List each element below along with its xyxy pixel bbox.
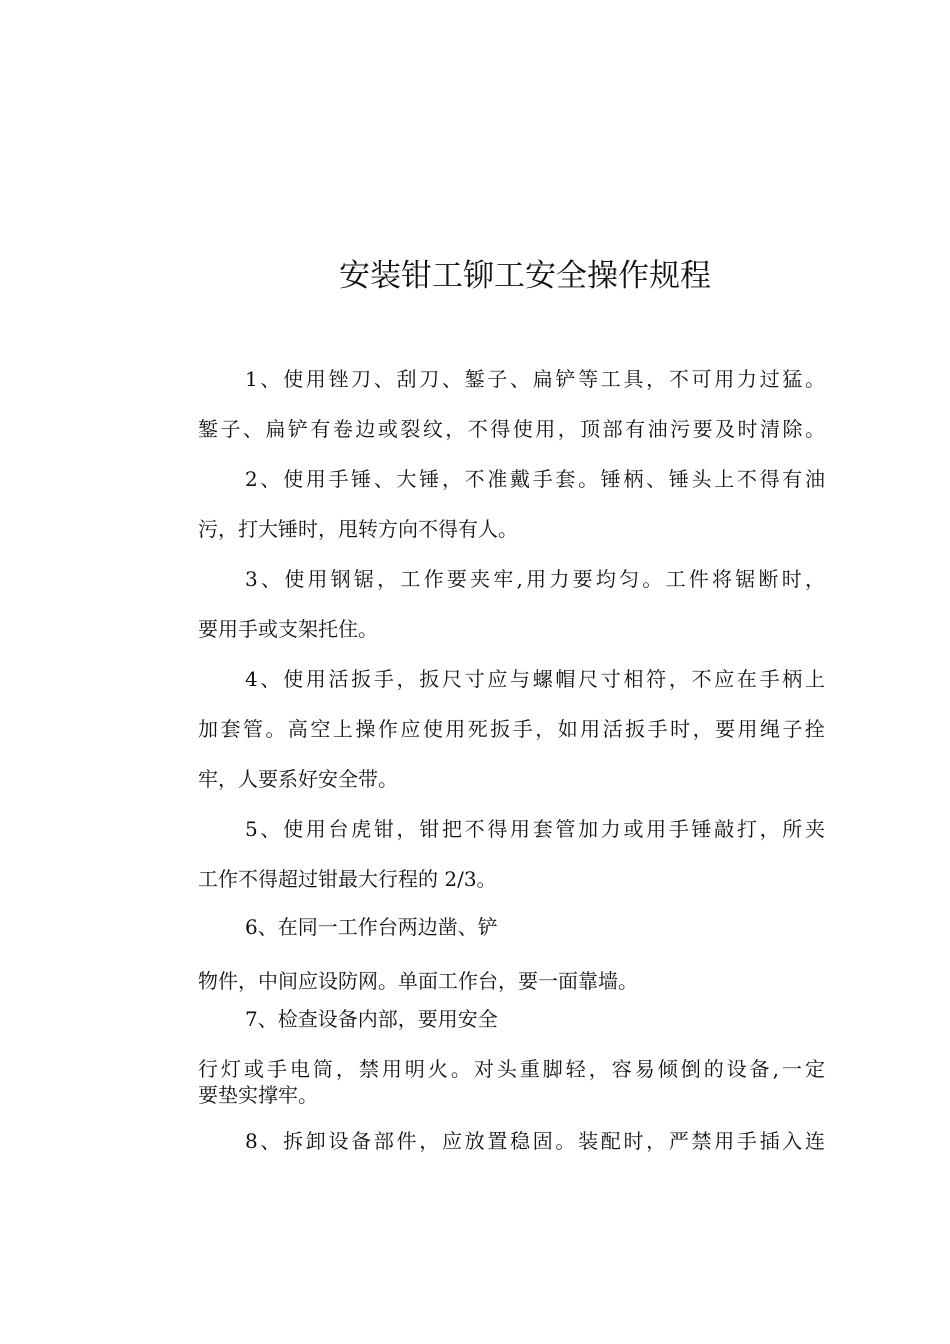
paragraph-line: 牢，人要系好安全带。 (198, 767, 398, 791)
paragraph-line: 2、使用手锤、大锤，不准戴手套。锤柄、锤头上不得有油 (245, 467, 825, 491)
paragraph-line: 6、在同一工作台两边凿、铲 (245, 915, 498, 939)
paragraph-line: 要垫实撑牢。 (198, 1083, 318, 1107)
paragraph-line: 8、拆卸设备部件，应放置稳固。装配时，严禁用手插入连 (245, 1129, 825, 1153)
paragraph-line: 1、使用锉刀、刮刀、錾子、扁铲等工具，不可用力过猛。 (245, 367, 825, 391)
paragraph-line: 要用手或支架托住。 (198, 617, 378, 641)
paragraph-line: 3、使用钢锯，工作要夹牢,用力要均匀。工件将锯断时， (245, 567, 825, 591)
document-title: 安装钳工铆工安全操作规程 (339, 258, 711, 294)
paragraph-line: 7、检查设备内部，要用安全 (245, 1007, 498, 1031)
paragraph-line: 加套管。高空上操作应使用死扳手，如用活扳手时，要用绳子拴 (198, 717, 825, 741)
paragraph-line: 行灯或手电筒，禁用明火。对头重脚轻，容易倾倒的设备,一定 (198, 1057, 825, 1081)
paragraph-line: 工作不得超过钳最大行程的 2/3。 (198, 867, 497, 891)
paragraph-line: 物件，中间应设防网。单面工作台，要一面靠墙。 (198, 969, 638, 993)
paragraph-line: 4、使用活扳手，扳尺寸应与螺帽尺寸相符，不应在手柄上 (245, 667, 825, 691)
paragraph-line: 污，打大锤时，甩转方向不得有人。 (198, 517, 518, 541)
paragraph-line: 錾子、扁铲有卷边或裂纹，不得使用，顶部有油污要及时清除。 (198, 417, 825, 441)
paragraph-line: 5、使用台虎钳，钳把不得用套管加力或用手锤敲打，所夹 (245, 817, 825, 841)
